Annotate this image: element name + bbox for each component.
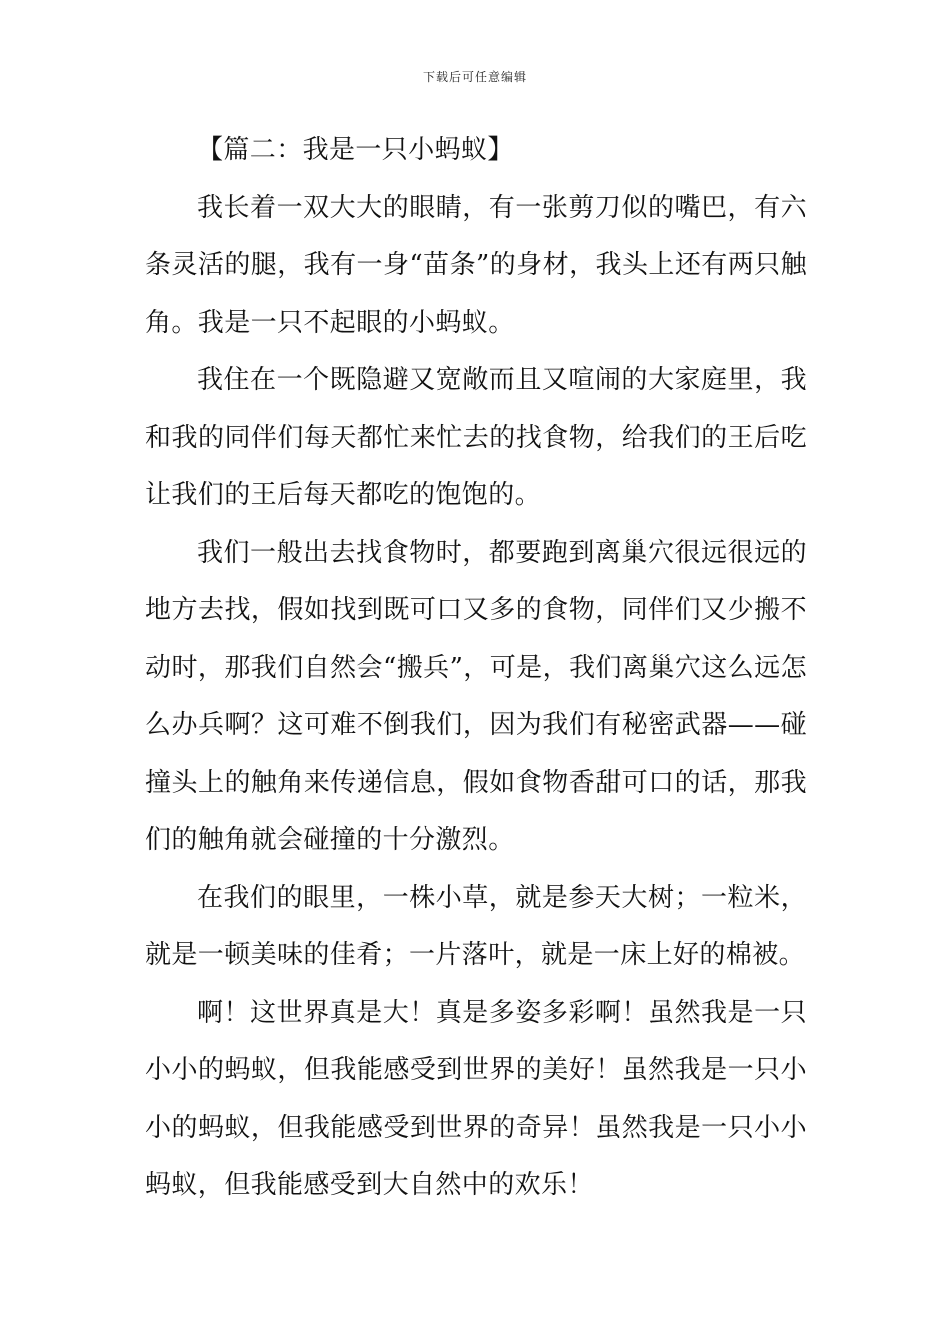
- article-title: 【篇二：我是一只小蚂蚁】: [197, 135, 514, 165]
- paragraph-2: 我住在一个既隐避又宽敞而且又喧闹的大家庭里，我和我的同伴们每天都忙来忙去的找食物，给我们的王后吃让我们的王后每天都吃的饱饱的。: [145, 365, 807, 510]
- paragraph-1: 我长着一双大大的眼睛，有一张剪刀似的嘴巴，有六条灵活的腿，我有一身“苗条”的身材，我头上还有两只触角。我是一只不起眼的小蚂蚁。: [145, 192, 807, 338]
- paragraph-3: 我们一般出去找食物时，都要跑到离巢穴很远很远的地方去找，假如找到既可口又多的食物，同伴们又少搬不动时，那我们自然会“搬兵”，可是，我们离巢穴这么远怎么办兵啊？这可难不倒我们，因为我们有秘密武器——碰撞头上的触角来传递信息，假如食物香甜可口的话，那我们的触角就会碰撞的十分激烈。: [145, 537, 807, 855]
- paragraph-4: 在我们的眼里，一株小草，就是参天大树；一粒米，就是一顿美味的佳肴；一片落叶，就是一床上好的棉被。: [145, 882, 807, 970]
- paragraph-5: 啊！这世界真是大！真是多姿多彩啊！虽然我是一只小小的蚂蚁，但我能感受到世界的美好！虽然我是一只小小的蚂蚁，但我能感受到世界的奇异！虽然我是一只小小蚂蚁，但我能感受到大自然中的欢乐！: [145, 997, 807, 1200]
- header-note: 下载后可任意编辑: [422, 70, 527, 84]
- article-body: [145, 122, 807, 1215]
